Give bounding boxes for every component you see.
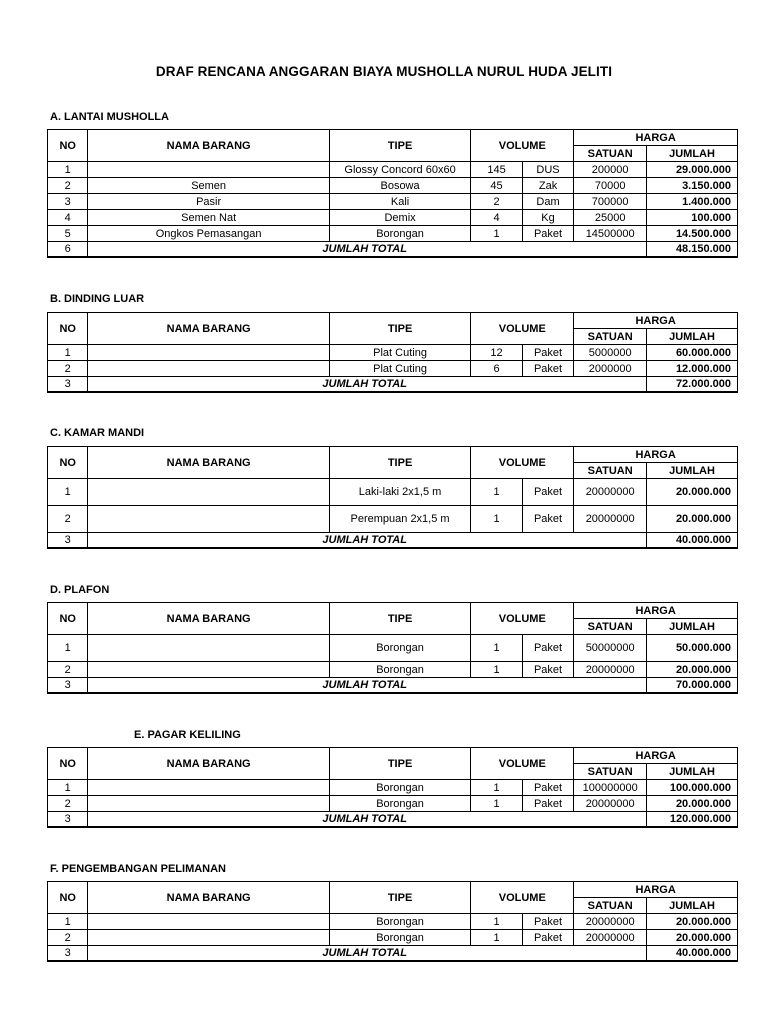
- total-value: 40.000.000: [647, 946, 738, 962]
- header-harga: HARGA: [574, 882, 738, 898]
- cell-nama-barang: [88, 930, 329, 946]
- cell-jumlah: 20.000.000: [647, 930, 738, 946]
- cell-unit: Dam: [522, 194, 574, 210]
- budget-table: [47, 881, 738, 962]
- table-row: [48, 506, 738, 533]
- cell-jumlah: 20.000.000: [647, 796, 738, 812]
- header-no: NO: [48, 313, 88, 345]
- header-jumlah: JUMLAH: [647, 146, 738, 162]
- cell-no: 5: [48, 226, 88, 242]
- total-label: JUMLAH TOTAL: [88, 812, 647, 828]
- cell-tipe: Perempuan 2x1,5 m: [329, 506, 470, 533]
- cell-tipe: Bosowa: [329, 178, 470, 194]
- header-no: NO: [48, 882, 88, 914]
- cell-nama-barang: [88, 479, 329, 506]
- cell-no: 3: [48, 678, 88, 694]
- table-row: [48, 914, 738, 930]
- total-value: 72.000.000: [647, 377, 738, 393]
- header-harga: HARGA: [574, 313, 738, 329]
- header-harga: HARGA: [574, 130, 738, 146]
- cell-no: 2: [48, 930, 88, 946]
- header-tipe: TIPE: [329, 447, 470, 479]
- total-label: JUMLAH TOTAL: [88, 242, 647, 258]
- cell-unit: Kg: [522, 210, 574, 226]
- cell-volume: 45: [471, 178, 523, 194]
- cell-volume: 1: [471, 662, 523, 678]
- cell-volume: 6: [471, 361, 523, 377]
- cell-volume: 12: [471, 345, 523, 361]
- cell-tipe: Borongan: [329, 635, 470, 662]
- cell-jumlah: 12.000.000: [647, 361, 738, 377]
- cell-nama-barang: [88, 361, 329, 377]
- cell-tipe: Borongan: [329, 796, 470, 812]
- cell-nama-barang: Ongkos Pemasangan: [88, 226, 329, 242]
- total-row: [48, 533, 738, 549]
- cell-no: 3: [48, 946, 88, 962]
- cell-nama-barang: Semen: [88, 178, 329, 194]
- cell-satuan: 700000: [574, 194, 647, 210]
- cell-unit: Paket: [522, 914, 574, 930]
- cell-tipe: Borongan: [329, 662, 470, 678]
- cell-no: 3: [48, 194, 88, 210]
- cell-jumlah: 29.000.000: [647, 162, 738, 178]
- cell-no: 1: [48, 914, 88, 930]
- budget-table: [47, 129, 738, 258]
- cell-jumlah: 100.000: [647, 210, 738, 226]
- cell-satuan: 25000: [574, 210, 647, 226]
- table-row: [48, 780, 738, 796]
- cell-no: 4: [48, 210, 88, 226]
- cell-tipe: Borongan: [329, 780, 470, 796]
- header-jumlah: JUMLAH: [647, 619, 738, 635]
- cell-volume: 1: [471, 226, 523, 242]
- cell-tipe: Laki-laki 2x1,5 m: [329, 479, 470, 506]
- cell-jumlah: 3.150.000: [647, 178, 738, 194]
- cell-unit: Paket: [522, 662, 574, 678]
- total-label: JUMLAH TOTAL: [88, 946, 647, 962]
- cell-no: 3: [48, 812, 88, 828]
- cell-unit: Paket: [522, 361, 574, 377]
- cell-satuan: 20000000: [574, 914, 647, 930]
- cell-unit: Paket: [522, 226, 574, 242]
- total-value: 48.150.000: [647, 242, 738, 258]
- budget-table: [47, 312, 738, 393]
- cell-satuan: 70000: [574, 178, 647, 194]
- header-no: NO: [48, 130, 88, 162]
- table-row: [48, 796, 738, 812]
- cell-no: 2: [48, 178, 88, 194]
- cell-nama-barang: [88, 162, 329, 178]
- header-harga: HARGA: [574, 447, 738, 463]
- cell-volume: 1: [471, 635, 523, 662]
- header-row: [48, 748, 738, 764]
- cell-unit: Paket: [522, 796, 574, 812]
- cell-nama-barang: [88, 796, 329, 812]
- cell-nama-barang: [88, 345, 329, 361]
- cell-tipe: Borongan: [329, 914, 470, 930]
- cell-volume: 4: [471, 210, 523, 226]
- header-nama-barang: NAMA BARANG: [88, 130, 329, 162]
- header-volume: VOLUME: [471, 313, 574, 345]
- cell-jumlah: 1.400.000: [647, 194, 738, 210]
- cell-jumlah: 20.000.000: [647, 662, 738, 678]
- cell-satuan: 5000000: [574, 345, 647, 361]
- total-value: 40.000.000: [647, 533, 738, 549]
- cell-satuan: 20000000: [574, 662, 647, 678]
- header-tipe: TIPE: [329, 313, 470, 345]
- header-nama-barang: NAMA BARANG: [88, 748, 329, 780]
- cell-nama-barang: [88, 506, 329, 533]
- cell-volume: 1: [471, 796, 523, 812]
- cell-volume: 1: [471, 780, 523, 796]
- cell-no: 2: [48, 361, 88, 377]
- cell-nama-barang: Semen Nat: [88, 210, 329, 226]
- header-satuan: SATUAN: [574, 898, 647, 914]
- table-row: [48, 226, 738, 242]
- cell-volume: 1: [471, 914, 523, 930]
- header-jumlah: JUMLAH: [647, 898, 738, 914]
- cell-nama-barang: [88, 780, 329, 796]
- header-tipe: TIPE: [329, 603, 470, 635]
- cell-satuan: 20000000: [574, 506, 647, 533]
- section-title: A. LANTAI MUSHOLLA: [50, 111, 169, 123]
- cell-jumlah: 60.000.000: [647, 345, 738, 361]
- budget-table: [47, 602, 738, 694]
- cell-unit: Paket: [522, 479, 574, 506]
- cell-volume: 1: [471, 930, 523, 946]
- cell-jumlah: 50.000.000: [647, 635, 738, 662]
- header-row: [48, 603, 738, 619]
- header-volume: VOLUME: [471, 882, 574, 914]
- header-nama-barang: NAMA BARANG: [88, 882, 329, 914]
- cell-no: 2: [48, 796, 88, 812]
- header-harga: HARGA: [574, 748, 738, 764]
- cell-satuan: 20000000: [574, 479, 647, 506]
- cell-tipe: Borongan: [329, 930, 470, 946]
- header-satuan: SATUAN: [574, 463, 647, 479]
- cell-no: 3: [48, 533, 88, 549]
- total-label: JUMLAH TOTAL: [88, 533, 647, 549]
- cell-no: 1: [48, 479, 88, 506]
- header-volume: VOLUME: [471, 603, 574, 635]
- cell-jumlah: 100.000.000: [647, 780, 738, 796]
- header-satuan: SATUAN: [574, 764, 647, 780]
- header-harga: HARGA: [574, 603, 738, 619]
- cell-satuan: 2000000: [574, 361, 647, 377]
- total-row: [48, 242, 738, 258]
- budget-table: [47, 747, 738, 828]
- section-title: C. KAMAR MANDI: [50, 427, 145, 439]
- cell-no: 1: [48, 780, 88, 796]
- header-no: NO: [48, 603, 88, 635]
- section-title: B. DINDING LUAR: [50, 293, 145, 305]
- cell-jumlah: 20.000.000: [647, 479, 738, 506]
- header-tipe: TIPE: [329, 748, 470, 780]
- header-row: [48, 882, 738, 898]
- table-row: [48, 162, 738, 178]
- table-row: [48, 194, 738, 210]
- header-volume: VOLUME: [471, 447, 574, 479]
- header-jumlah: JUMLAH: [647, 329, 738, 345]
- header-tipe: TIPE: [329, 130, 470, 162]
- header-jumlah: JUMLAH: [647, 764, 738, 780]
- header-tipe: TIPE: [329, 882, 470, 914]
- page-title: DRAF RENCANA ANGGARAN BIAYA MUSHOLLA NURUL HUDA JELITI: [155, 64, 613, 79]
- cell-tipe: Demix: [329, 210, 470, 226]
- header-row: [48, 447, 738, 463]
- cell-volume: 1: [471, 479, 523, 506]
- cell-satuan: 50000000: [574, 635, 647, 662]
- cell-no: 2: [48, 662, 88, 678]
- total-row: [48, 678, 738, 694]
- total-row: [48, 812, 738, 828]
- cell-nama-barang: [88, 914, 329, 930]
- cell-nama-barang: [88, 662, 329, 678]
- table-row: [48, 210, 738, 226]
- table-row: [48, 479, 738, 506]
- cell-unit: Zak: [522, 178, 574, 194]
- header-nama-barang: NAMA BARANG: [88, 447, 329, 479]
- header-satuan: SATUAN: [574, 146, 647, 162]
- total-value: 70.000.000: [647, 678, 738, 694]
- cell-nama-barang: [88, 635, 329, 662]
- cell-jumlah: 14.500.000: [647, 226, 738, 242]
- header-row: [48, 313, 738, 329]
- cell-no: 1: [48, 162, 88, 178]
- cell-volume: 1: [471, 506, 523, 533]
- cell-volume: 145: [471, 162, 523, 178]
- header-nama-barang: NAMA BARANG: [88, 313, 329, 345]
- header-no: NO: [48, 447, 88, 479]
- cell-tipe: Glossy Concord 60x60: [329, 162, 470, 178]
- table-row: [48, 635, 738, 662]
- cell-unit: DUS: [522, 162, 574, 178]
- header-satuan: SATUAN: [574, 619, 647, 635]
- header-volume: VOLUME: [471, 748, 574, 780]
- section-title: D. PLAFON: [50, 584, 110, 596]
- cell-satuan: 14500000: [574, 226, 647, 242]
- cell-no: 2: [48, 506, 88, 533]
- header-volume: VOLUME: [471, 130, 574, 162]
- cell-unit: Paket: [522, 345, 574, 361]
- total-label: JUMLAH TOTAL: [88, 678, 647, 694]
- total-value: 120.000.000: [647, 812, 738, 828]
- header-jumlah: JUMLAH: [647, 463, 738, 479]
- header-satuan: SATUAN: [574, 329, 647, 345]
- total-row: [48, 377, 738, 393]
- cell-satuan: 20000000: [574, 796, 647, 812]
- cell-unit: Paket: [522, 930, 574, 946]
- cell-nama-barang: Pasir: [88, 194, 329, 210]
- table-row: [48, 930, 738, 946]
- table-row: [48, 662, 738, 678]
- total-label: JUMLAH TOTAL: [88, 377, 647, 393]
- cell-unit: Paket: [522, 780, 574, 796]
- cell-satuan: 200000: [574, 162, 647, 178]
- header-row: [48, 130, 738, 146]
- section-title: F. PENGEMBANGAN PELIMANAN: [50, 863, 227, 875]
- total-row: [48, 946, 738, 962]
- cell-volume: 2: [471, 194, 523, 210]
- cell-no: 6: [48, 242, 88, 258]
- budget-table: [47, 446, 738, 549]
- cell-tipe: Kali: [329, 194, 470, 210]
- table-row: [48, 361, 738, 377]
- cell-tipe: Plat Cuting: [329, 361, 470, 377]
- section-title: E. PAGAR KELILING: [134, 729, 241, 741]
- cell-jumlah: 20.000.000: [647, 914, 738, 930]
- cell-no: 3: [48, 377, 88, 393]
- cell-jumlah: 20.000.000: [647, 506, 738, 533]
- header-no: NO: [48, 748, 88, 780]
- table-row: [48, 345, 738, 361]
- cell-tipe: Plat Cuting: [329, 345, 470, 361]
- cell-no: 1: [48, 635, 88, 662]
- cell-satuan: 100000000: [574, 780, 647, 796]
- table-row: [48, 178, 738, 194]
- cell-satuan: 20000000: [574, 930, 647, 946]
- cell-tipe: Borongan: [329, 226, 470, 242]
- cell-no: 1: [48, 345, 88, 361]
- cell-unit: Paket: [522, 635, 574, 662]
- cell-unit: Paket: [522, 506, 574, 533]
- header-nama-barang: NAMA BARANG: [88, 603, 329, 635]
